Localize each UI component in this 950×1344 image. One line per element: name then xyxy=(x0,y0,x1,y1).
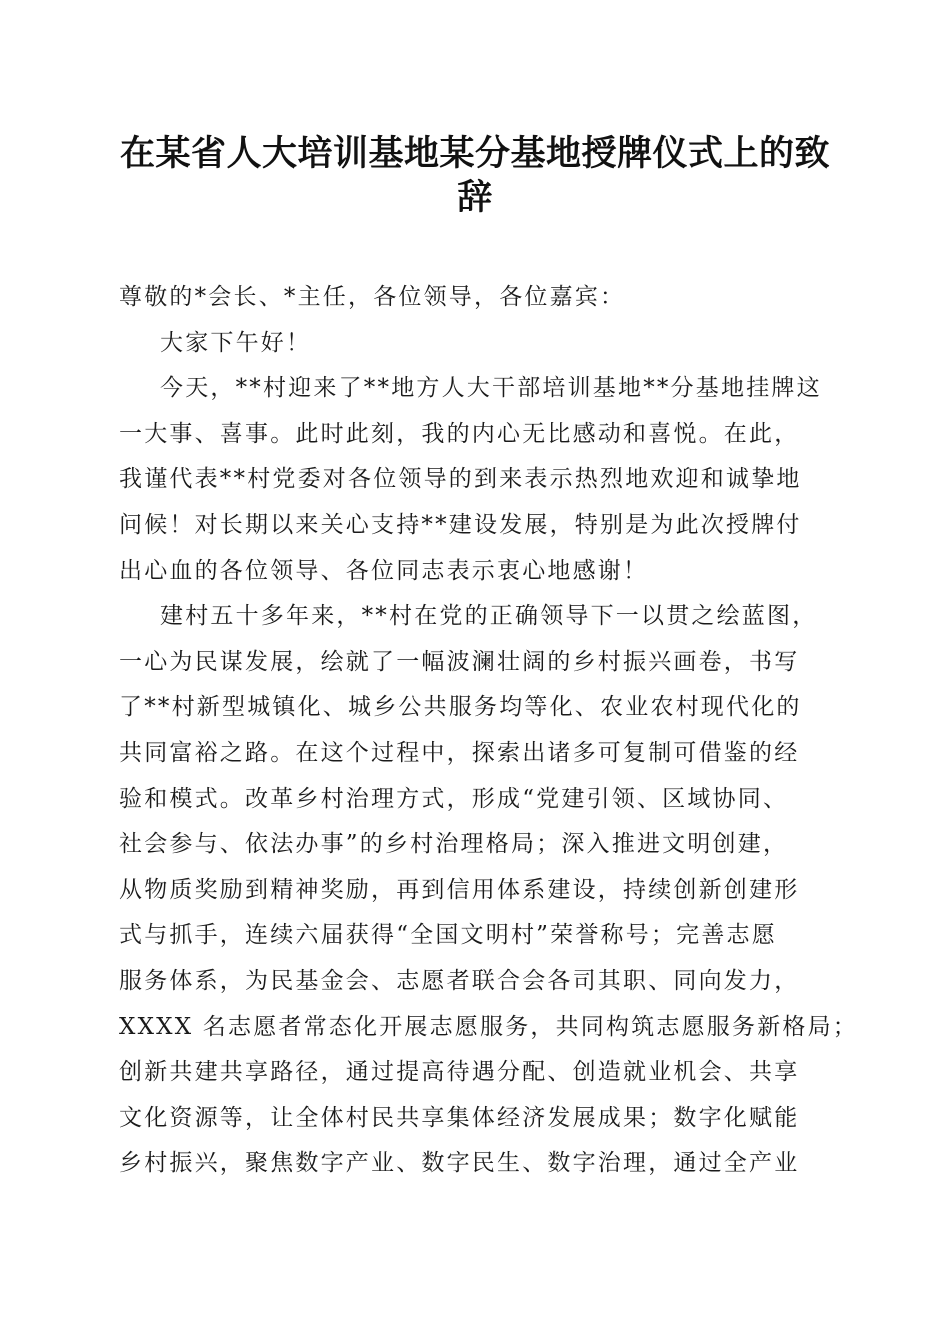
paragraph-line: 乡村振兴，聚焦数字产业、数字民生、数字治理，通过全产业 xyxy=(119,1150,800,1177)
paragraph-line: 社会参与、依法办事”的乡村治理格局；深入推进文明创建， xyxy=(119,831,789,858)
title-line-1: 在某省人大培训基地某分基地授牌仪式上的致 xyxy=(119,133,830,174)
paragraph-line: 今天，**村迎来了**地方人大干部培训基地**分基地挂牌这 xyxy=(160,375,822,402)
paragraph-line: 服务体系，为民基金会、志愿者联合会各司其职、同向发力， xyxy=(119,967,800,994)
paragraph-line: 建村五十多年来，**村在党的正确领导下一以贯之绘蓝图， xyxy=(160,603,818,630)
document-title xyxy=(110,132,840,220)
paragraph-line: 问候！对长期以来关心支持**建设发展，特别是为此次授牌付 xyxy=(119,511,802,538)
document-body xyxy=(119,275,859,1187)
paragraph-line: 文化资源等，让全体村民共享集体经济发展成果；数字化赋能 xyxy=(119,1104,800,1131)
greeting: 大家下午好！ xyxy=(160,329,312,356)
paragraph-line: 出心血的各位领导、各位同志表示衷心地感谢！ xyxy=(119,557,649,584)
paragraph-line: 从物质奖励到精神奖励，再到信用体系建设，持续创新创建形 xyxy=(119,876,800,903)
title-line-2: 辞 xyxy=(457,177,493,218)
paragraph-2 xyxy=(119,594,859,1187)
salutation: 尊敬的*会长、*主任，各位领导，各位嘉宾： xyxy=(119,284,626,310)
paragraph-line: 验和模式。改革乡村治理方式，形成“党建引领、区域协同、 xyxy=(119,785,789,812)
paragraph-1 xyxy=(119,366,831,594)
paragraph-line: 式与抓手，连续六届获得“全国文明村”荣誉称号；完善志愿 xyxy=(119,922,777,949)
paragraph-line: 创新共建共享路径，通过提高待遇分配、创造就业机会、共享 xyxy=(119,1059,800,1086)
paragraph-line: 了**村新型城镇化、城乡公共服务均等化、农业农村现代化的 xyxy=(119,694,802,721)
paragraph-line: 我谨代表**村党委对各位领导的到来表示热烈地欢迎和诚挚地 xyxy=(119,466,802,493)
paragraph-line: 共同富裕之路。在这个过程中，探索出诸多可复制可借鉴的经 xyxy=(119,739,800,766)
paragraph-line: 一大事、喜事。此时此刻，我的内心无比感动和喜悦。在此， xyxy=(119,420,800,447)
paragraph-line: 一心为民谋发展，绘就了一幅波澜壮阔的乡村振兴画卷，书写 xyxy=(119,648,800,675)
paragraph-line: XXXX 名志愿者常态化开展志愿服务，共同构筑志愿服务新格局； xyxy=(119,1013,859,1040)
